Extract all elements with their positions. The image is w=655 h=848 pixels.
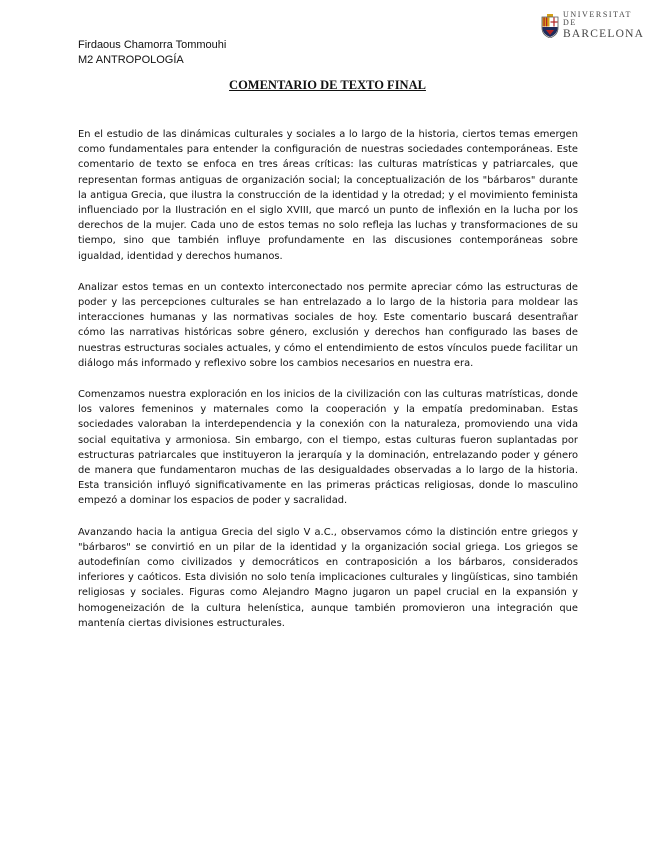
logo-university-label: UNIVERSITAT DE [563, 10, 632, 28]
paragraph-3: Comenzamos nuestra exploración en los inicios de la civilización con las culturas matrísticas, donde los valores femeninos y maternales como la cooperación y la empatía predominaban. Estas sociedades valoraban la interdependencia y la conexión con la naturaleza, promoviendo una vida social equitativa y armoniosa. Sin embargo, con el tiempo, estas culturas fueron suplantadas por estructuras patriarcales que instituyeron la jerarquía y la dominación, entrelazando poder y género de manera que fundamentaron muchas de las desigualdades observadas a lo largo de la historia. Esta transición influyó significativamente en las primeras prácticas religiosas, donde lo masculino empezó a dominar los espacios de poder y sacralidad. [78, 389, 578, 507]
paragraph-4: Avanzando hacia la antigua Grecia del siglo V a.C., observamos cómo la distinción entre griegos y "bárbaros" se convirtió en un pilar de la identidad y la organización social griega. Los griegos se autodefinían como civilizados y democráticos en contraposición a los bárbaros, considerados inferiores y caóticos. Esta división no solo tenía implicaciones culturales y lingüísticas, sino también religiosas y sociales. Figuras como Alejandro Magno jugaron un papel crucial en la expansión y homogeneización de la cultura helenística, aunque también promovieron una integración que mantenía ciertas divisiones estructurales. [78, 526, 578, 629]
document-header [78, 38, 226, 68]
course-name: M2 ANTROPOLOGÍA [78, 54, 184, 66]
document-title: COMENTARIO DE TEXTO FINAL [229, 78, 426, 92]
document-body [78, 127, 578, 647]
logo-city-label: BARCELONA [563, 28, 645, 41]
paragraph-1: En el estudio de las dinámicas culturales y sociales a lo largo de la historia, ciertos temas emergen como fundamentales para entender la configuración de nuestras sociedades contemporáneas. Este comentario de texto se enfoca en tres áreas críticas: las culturas matrísticas y patriarcales, que representan formas antiguas de organización social; la conceptualización de los "bárbaros" durante la antigua Grecia, que ilustra la construcción de la identidad y la otredad; y el movimiento feminista influenciado por la Ilustración en el siglo XVIII, que marcó un punto de inflexión en la lucha por los derechos de la mujer. Cada uno de estos temas no solo refleja las luchas y transformaciones de su tiempo, sino que también influye profundamente en las discusiones contemporáneas sobre igualdad, identidad y derechos humanos. [78, 129, 578, 262]
university-shield-icon [541, 14, 559, 38]
paragraph-2: Analizar estos temas en un contexto interconectado nos permite apreciar cómo las estructuras de poder y las percepciones culturales se han entrelazado a lo largo de la historia para moldear las interacciones humanas y las normativas sociales de hoy. Este comentario buscará desentrañar cómo las narrativas históricas sobre género, exclusión y derechos han configurado las bases de nuestras estructuras sociales actuales, y cómo el entendimiento de estos vínculos puede facilitar un diálogo más informado y reflexivo sobre los cambios necesarios en nuestra era. [78, 281, 578, 369]
author-name: Firdaous Chamorra Tommouhi [78, 39, 227, 51]
university-logo [541, 12, 647, 40]
